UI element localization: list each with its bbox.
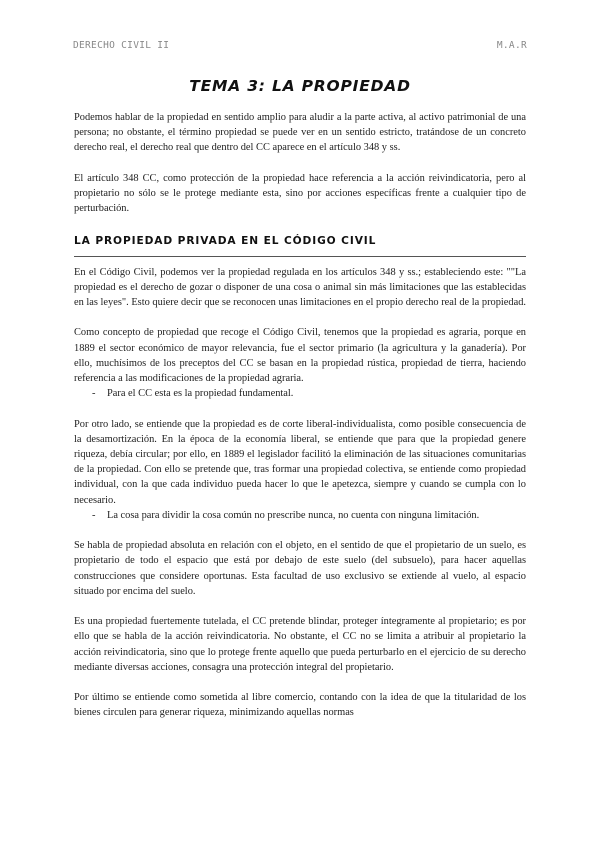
section-divider: [74, 256, 526, 257]
section-paragraph-4: Se habla de propiedad absoluta en relación con el objeto, en el sentido de que el propietario de un suelo, es propietario de todo el espacio que está por debajo de este suelo (del subsuelo), para hacer aquellas construcciones que considere oportunas. Esta facultad de uso exclusivo se extiende al vuelo, al espacio situado por encima del suelo.: [74, 540, 526, 597]
page-title: TEMA 3: LA PROPIEDAD: [189, 77, 411, 95]
section-paragraph-5: Es una propiedad fuertemente tutelada, el CC pretende blindar, proteger íntegramente al propietario; es por ello que se habla de la acción reivindicatoria. No obstante, el CC no se limita a atribuir al propietario la acción reivindicatoria, sino que lo protege frente aquello que pueda perturbarlo en el ejercicio de su derecho mediante diversas acciones, consagra una protección integral del propietario.: [74, 616, 526, 673]
section-paragraph-3: Por otro lado, se entiende que la propiedad es de corte liberal-individualista, como posible consecuencia de la desamortización. En la época de la economía liberal, se entiende que para que la propiedad genere riqueza, debía circular; por ello, en 1889 el legislador facilitó la eliminación de las situaciones comunitarias de la propiedad. Con ello se pretende que, tras formar una propiedad colectiva, se entiende como propiedad individual, con la que cada individuo pueda hacer lo que le apetezca, siempre y cuando se cumpla con lo necesario.: [74, 418, 526, 506]
intro-paragraph-2: El artículo 348 CC, como protección de la propiedad hace referencia a la acción reivindicatoria, pero al propietario no sólo se le protege mediante esta, sino por acciones específicas frente a cualquier tipo de perturbación.: [74, 172, 526, 215]
section-paragraph-2: Como concepto de propiedad que recoge el Código Civil, tenemos que la propiedad es agraria, porque en 1889 el sector económico de mayor relevancia, fue el sector primario (la agricultura y la ganadería). Por ello, muchísimos de los preceptos del CC se basan en la propiedad rústica, propiedad de tierra, haciendo referencia a las modificaciones de la propiedad agraria.: [74, 327, 526, 385]
bullet-text-1: Para el CC esta es la propiedad fundamental.: [107, 388, 294, 400]
bullet-text-2: La cosa para dividir la cosa común no prescribe nunca, no cuenta con ninguna limitación.: [107, 509, 480, 521]
bullet-dash: -: [92, 509, 96, 521]
intro-paragraph-1: Podemos hablar de la propiedad en sentido amplio para aludir a la parte activa, al activo patrimonial de una persona; no obstante, el término propiedad se puede ver en un sentido estricto, tratándose de un concreto derecho real, el derecho real que dentro del CC aparece en el artículo 348 y ss.: [74, 112, 526, 154]
section-paragraph-1: En el Código Civil, podemos ver la propiedad regulada en los artículos 348 y ss.; estableciendo este: ""La propiedad es el derecho de gozar o disponer de una cosa o animal sin más limitaciones que las establecidas en las leyes". Esto quiere decir que se reconocen unas limitaciones en el propio derecho real de la propiedad.: [74, 266, 527, 309]
bullet-item-2: [74, 508, 526, 523]
running-header-left: DERECHO CIVIL II: [73, 40, 170, 51]
bullet-item-1: [74, 386, 526, 401]
bullet-dash: -: [92, 388, 96, 400]
section-heading: LA PROPIEDAD PRIVADA EN EL CÓDIGO CIVIL: [74, 235, 377, 248]
section-paragraph-6: Por último se entiende como sometida al libre comercio, contando con la idea de que la titularidad de los bienes circulen para generar riqueza, minimizando aquellas normas: [74, 692, 526, 719]
document-body: [74, 110, 526, 736]
running-header-right: M.A.R: [496, 40, 527, 51]
